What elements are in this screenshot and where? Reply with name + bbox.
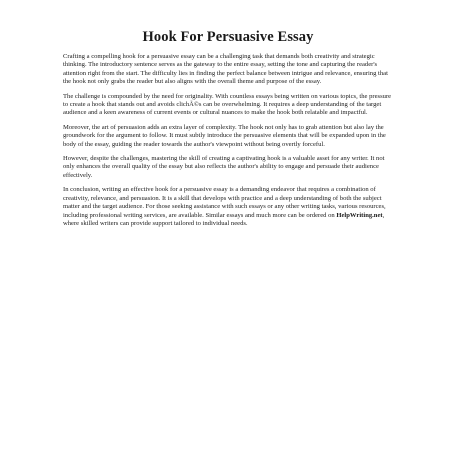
paragraph-3: Moreover, the art of persuasion adds an extra layer of complexity. The hook not only has to grab attention but also lay the groundwork for the argument to follow. It must subtly introduce the persuasive elements that will be expanded upon in the body of the essay, guiding the reader towards the author's viewpoint without being overtly forceful.	[63, 123, 386, 148]
paragraph-5-text-before: In conclusion, writing an effective hook for a persuasive essay is a demanding endeavor that requires a combination of creativity, relevance, and persuasion. It is a skill that develops with practice and a deep understanding of both the subject matter and the target audience. For those seeking assistance with such essays or any other writing tasks, various resources, including professional writing services, are available. Similar essays and much more can be ordered on	[63, 186, 386, 219]
paragraph-1: Crafting a compelling hook for a persuasive essay can be a challenging task that demands both creativity and strategic thinking. The introductory sentence serves as the gateway to the entire essay, setting the tone and capturing the reader's attention right from the start. The difficulty lies in finding the perfect balance between intrigue and relevance, ensuring that the hook not only grabs the reader but also aligns with the overall theme and purpose of the essay.	[63, 53, 388, 86]
paragraph-4: However, despite the challenges, mastering the skill of creating a captivating hook is a valuable asset for any writer. It not only enhances the overall quality of the essay but also reflects the author's ability to engage and persuade their audience effectively.	[63, 155, 385, 179]
paragraph-5	[63, 186, 393, 228]
document-title: Hook For Persuasive Essay	[142, 29, 314, 45]
document-page	[63, 28, 393, 234]
paragraph-2: The challenge is compounded by the need for originality. With countless essays being written on various topics, the pressure to create a hook that stands out and avoids clichÃ©s can be overwhelming. It requires a deep understanding of the target audience and a keen awareness of current events or cultural nuances to make the hook both relatable and impactful.	[63, 92, 392, 117]
helpwriting-link[interactable]: HelpWriting.net	[336, 211, 383, 219]
paragraph-5-text-after: , where skilled writers can provide support tailored to individual needs.	[63, 211, 385, 227]
